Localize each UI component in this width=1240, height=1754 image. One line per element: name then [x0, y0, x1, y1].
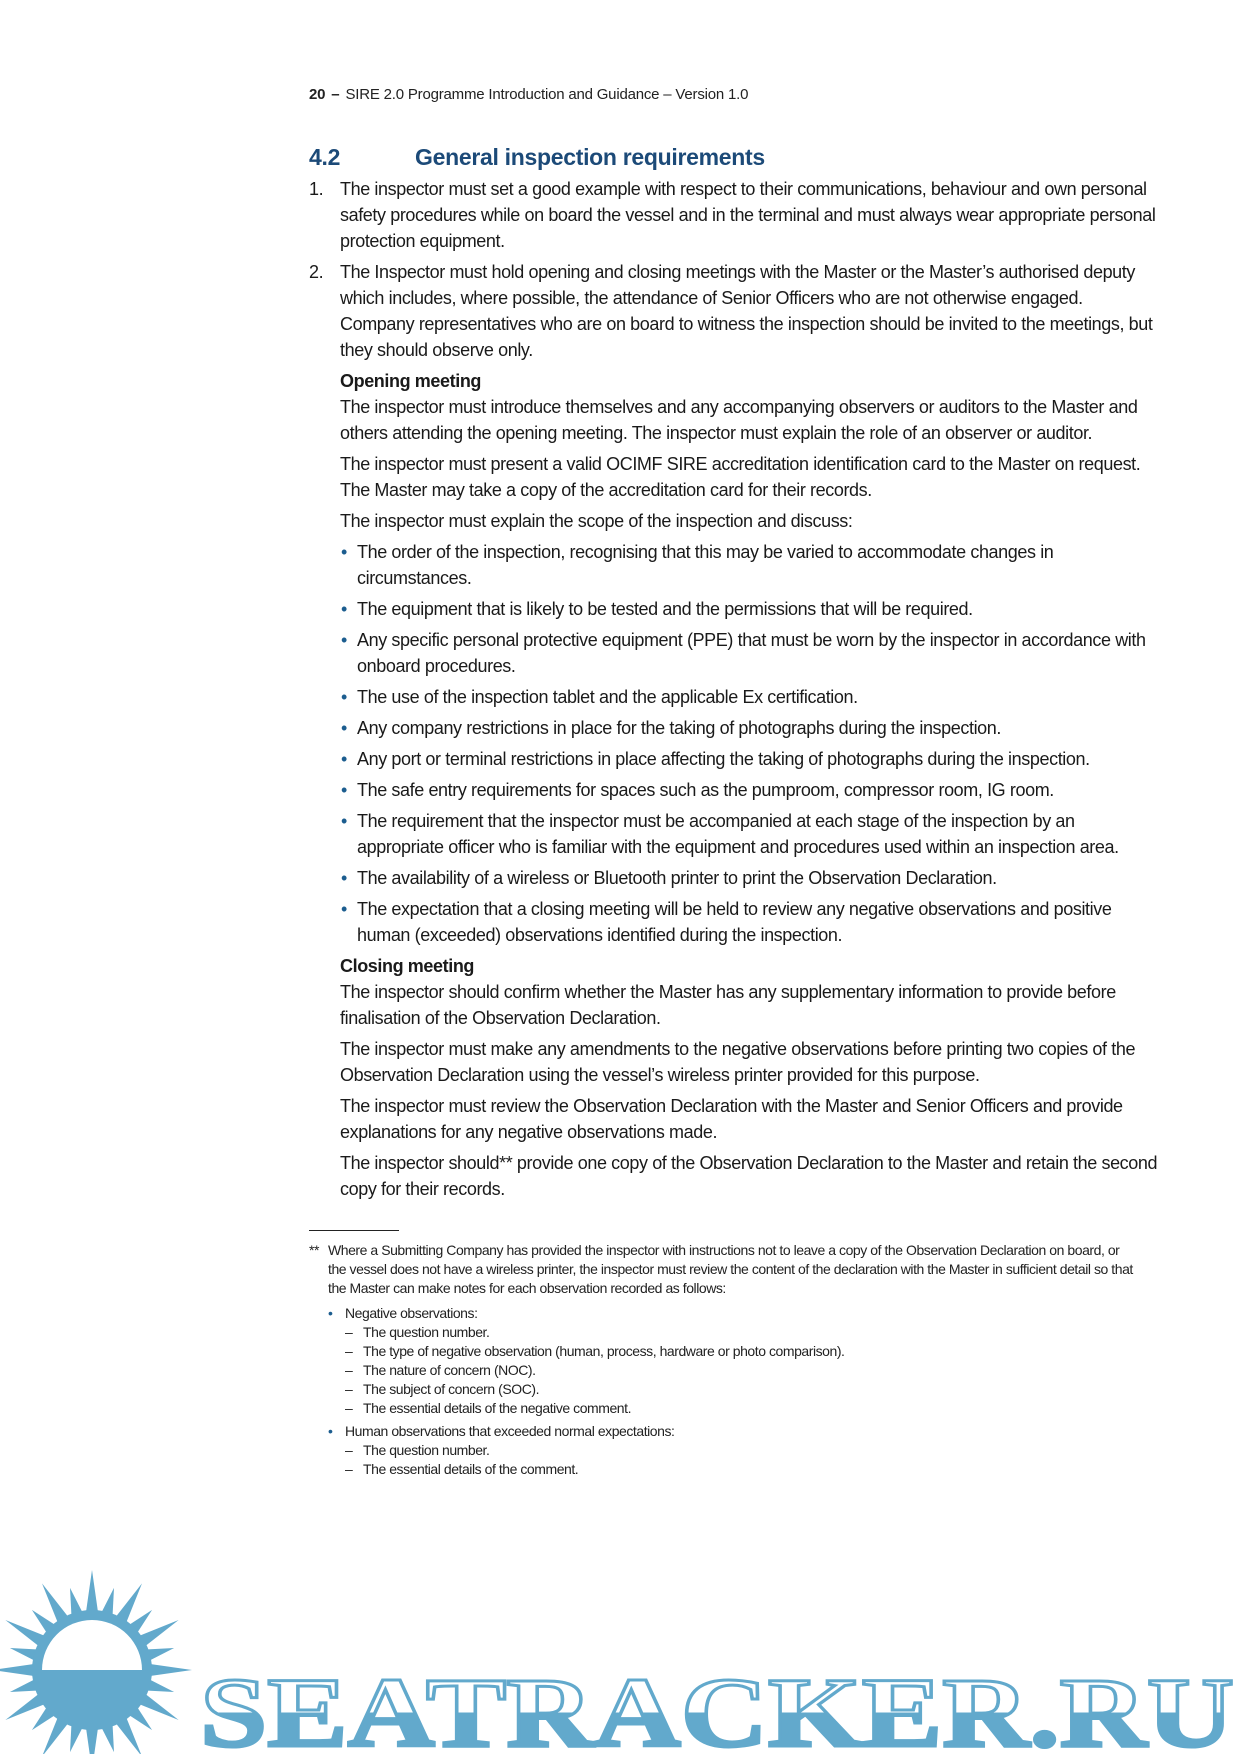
- closing-meeting-heading: Closing meeting: [340, 956, 475, 976]
- sun-ray: [126, 1704, 152, 1730]
- sun-ray: [86, 1725, 99, 1754]
- paragraph: The inspector must make any amendments to the negative observations before printing two copies of the Observation Declaration using the vessel’s wireless printer provided for this purpose.: [340, 1039, 1136, 1085]
- sun-ray: [136, 1620, 179, 1648]
- list-item: [309, 259, 1159, 1202]
- sun-ray: [32, 1610, 58, 1636]
- bullet-item: • The use of the inspection tablet and the applicable Ex certification.: [341, 687, 858, 707]
- running-header: [309, 86, 748, 103]
- watermark-text: SEATRACKER.RU: [200, 1657, 1234, 1754]
- sun-ray: [147, 1664, 192, 1677]
- main-content: [309, 142, 1159, 1202]
- sun-ray: [86, 1570, 99, 1615]
- item-number: 1.: [309, 179, 324, 199]
- footnote: [309, 1241, 1139, 1479]
- item-text: The inspector must set a good example with respect to their communications, behaviour and own personal safety procedures while on board the vessel and in the terminal and must always wear appropriate personal protection equipment.: [340, 179, 1156, 251]
- sun-ray: [100, 1588, 114, 1619]
- bullet-item: • The availability of a wireless or Bluetooth printer to print the Observation Declaration.: [341, 868, 997, 888]
- paragraph: The inspector should** provide one copy of the Observation Declaration to the Master and retain the second copy for their records.: [340, 1153, 1158, 1199]
- item-text: The Inspector must hold opening and closing meetings with the Master or the Master’s authorised deputy which includes, where possible, the attendance of Senior Officers who are not otherwise engaged. Company representatives who are on board to witness the inspection should be invited to the meetings, but they should observe only.: [340, 262, 1153, 360]
- bullet-item: • The order of the inspection, recognising that this may be varied to accommodate changes in circumstances.: [341, 542, 1054, 588]
- sun-logo-icon: [0, 1570, 192, 1754]
- sun-ray: [100, 1721, 114, 1752]
- sun-ray: [70, 1588, 84, 1619]
- bullet-item: • Any specific personal protective equipment (PPE) that must be worn by the inspector in accordance with onboard procedures.: [341, 630, 1146, 676]
- sun-ray: [143, 1648, 174, 1662]
- sun-ray: [5, 1692, 48, 1720]
- sun-ray: [143, 1678, 174, 1692]
- page-number: 20: [309, 86, 326, 103]
- footnote-subitem: – The question number.: [345, 1442, 490, 1458]
- watermark: [0, 1570, 1240, 1754]
- footnote-subitem: – The essential details of the comment.: [345, 1461, 579, 1477]
- opening-meeting-heading: Opening meeting: [340, 371, 482, 391]
- paragraph: The inspector must present a valid OCIMF SIRE accreditation identification card to the Master on request. The Master may take a copy of the accreditation card for their records.: [340, 454, 1141, 500]
- paragraph: The inspector must explain the scope of the inspection and discuss:: [340, 511, 853, 531]
- footnote-subitem: – The subject of concern (SOC).: [345, 1381, 540, 1397]
- sun-ray: [114, 1583, 142, 1626]
- opening-bullets: [340, 539, 1159, 948]
- bullet-item: • Any port or terminal restrictions in place affecting the taking of photographs during the inspection.: [341, 749, 1090, 769]
- section-number: 4.2: [309, 144, 341, 170]
- item-number: 2.: [309, 262, 324, 282]
- bullet-item: • The expectation that a closing meeting will be held to review any negative observations and positive human (exceeded) observations identified during the inspection.: [341, 899, 1112, 945]
- paragraph: The inspector must review the Observation Declaration with the Master and Senior Officers and provide explanations for any negative observations made.: [340, 1096, 1123, 1142]
- bullet-item: • Any company restrictions in place for the taking of photographs during the inspection.: [341, 718, 1001, 738]
- bullet-item: • The equipment that is likely to be tested and the permissions that will be required.: [341, 599, 973, 619]
- sun-ray: [42, 1714, 70, 1754]
- footnote-subitem: – The type of negative observation (human, process, hardware or photo comparison).: [345, 1343, 845, 1359]
- sun-ray: [136, 1692, 179, 1720]
- paragraph: The inspector must introduce themselves and any accompanying observers or auditors to the Master and others attending the opening meeting. The inspector must explain the role of an observer or auditor.: [340, 397, 1138, 443]
- sun-ray: [114, 1714, 142, 1754]
- sun-ray: [10, 1648, 41, 1662]
- section-heading: [309, 142, 1159, 172]
- header-separator: –: [331, 86, 340, 103]
- sun-ray: [5, 1620, 48, 1648]
- footnote-text: Where a Submitting Company has provided the inspector with instructions not to leave a copy of the Observation Declaration on board, or the vessel does not have a wireless printer, the inspector must review the content of the declaration with the Master in sufficient detail so that the Master can make notes for each observation recorded as follows:: [328, 1242, 1133, 1296]
- bullet-item: • The safe entry requirements for spaces such as the pumproom, compressor room, IG room.: [341, 780, 1054, 800]
- footnote-subitem: – The essential details of the negative comment.: [345, 1400, 632, 1416]
- footnote-rule: [309, 1230, 399, 1231]
- bullet-item: • The requirement that the inspector must be accompanied at each stage of the inspection by an appropriate officer who is familiar with the equipment and procedures used within an inspection area.: [341, 811, 1119, 857]
- footnote-bullet: • Negative observations:: [328, 1305, 478, 1321]
- sun-ray: [10, 1678, 41, 1692]
- footnote-marker: **: [309, 1242, 319, 1258]
- list-item: [309, 176, 1159, 254]
- sun-ray: [70, 1721, 84, 1752]
- page-body: [309, 142, 1159, 1479]
- sun-ray: [126, 1610, 152, 1636]
- sun-ray: [0, 1664, 37, 1677]
- section-title: General inspection requirements: [415, 144, 765, 170]
- document-title: SIRE 2.0 Programme Introduction and Guidance – Version 1.0: [345, 86, 749, 103]
- footnote-subitem: – The nature of concern (NOC).: [345, 1362, 536, 1378]
- sun-ray: [32, 1704, 58, 1730]
- footnote-subitem: – The question number.: [345, 1324, 490, 1340]
- paragraph: The inspector should confirm whether the Master has any supplementary information to provide before finalisation of the Observation Declaration.: [340, 982, 1116, 1028]
- footnote-bullet: • Human observations that exceeded normal expectations:: [328, 1423, 675, 1439]
- sun-ray: [42, 1583, 70, 1626]
